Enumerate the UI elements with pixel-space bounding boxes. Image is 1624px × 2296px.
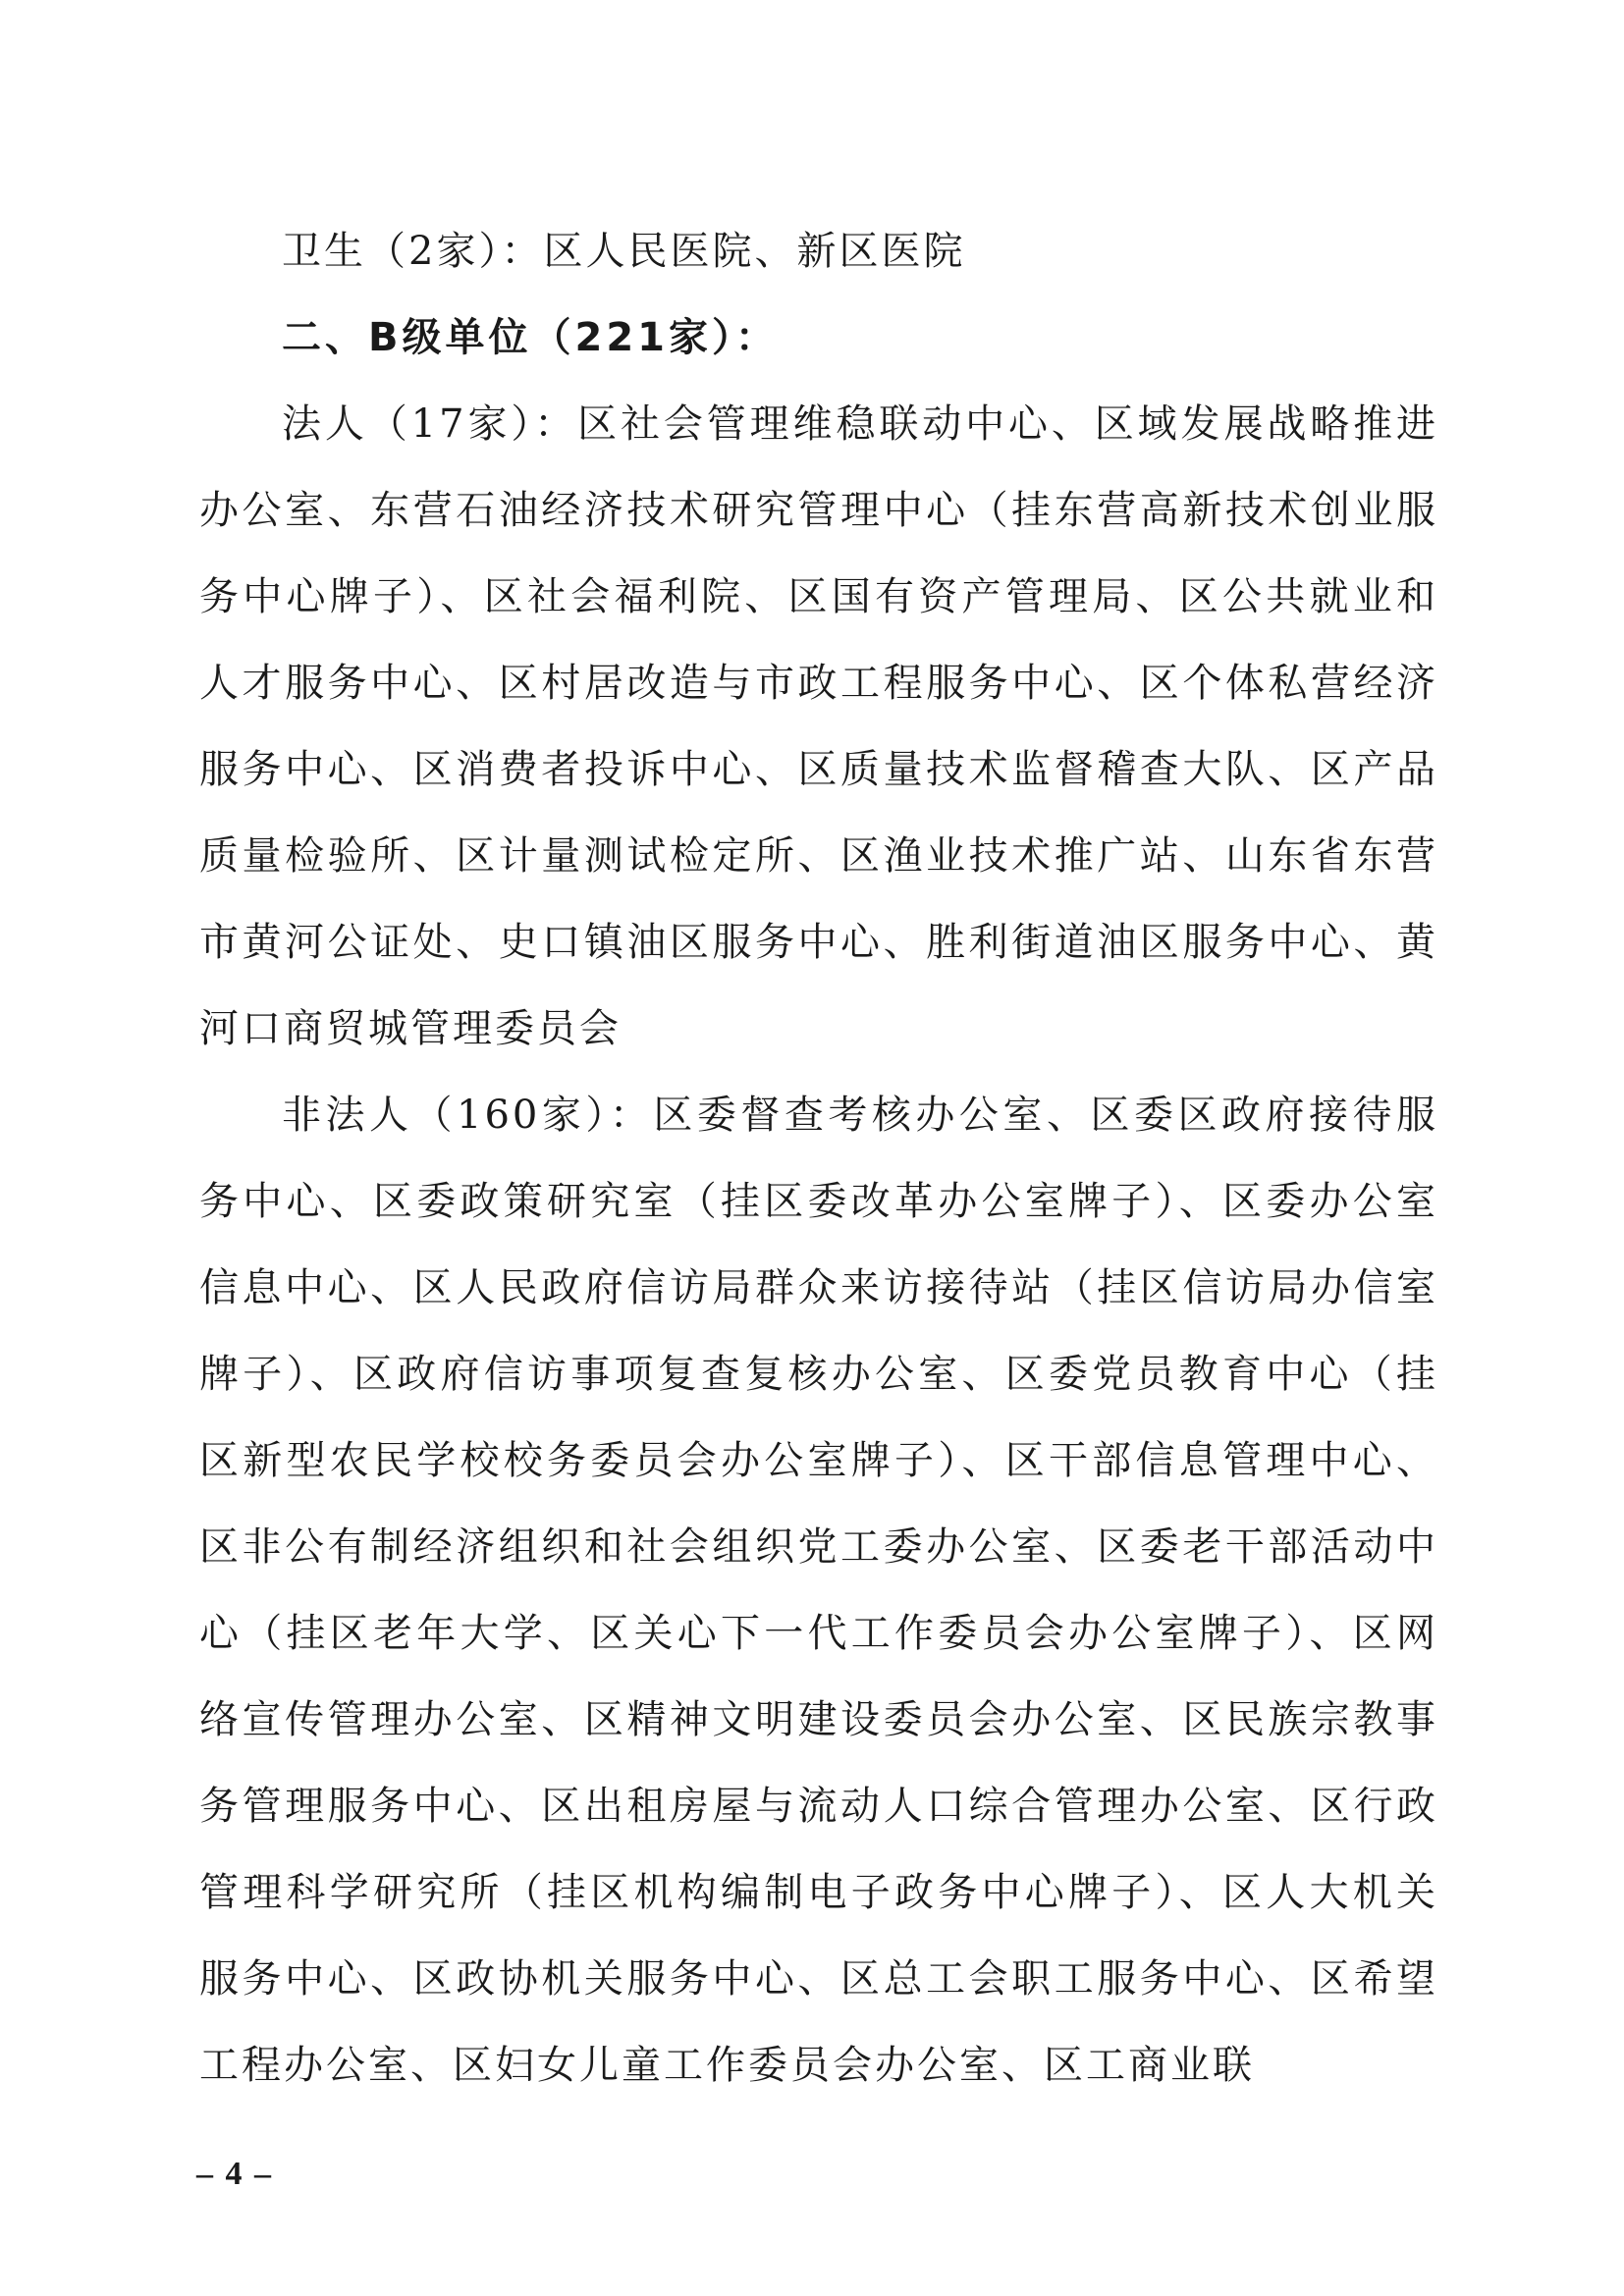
document-body [199, 208, 1438, 2109]
paragraph-legal-entities: 法人（17家）：区社会管理维稳联动中心、区域发展战略推进办公室、东营石油经济技术研究管理中心（挂东营高新技术创业服务中心牌子）、区社会福利院、区国有资产管理局、区公共就业和人才服务中心、区村居改造与市政工程服务中心、区个体私营经济服务中心、区消费者投诉中心、区质量技术监督稽查大队、区产品质量检验所、区计量测试检定所、区渔业技术推广站、山东省东营市黄河公证处、史口镇油区服务中心、胜利街道油区服务中心、黄河口商贸城管理委员会 [199, 401, 1438, 1051]
paragraph-non-legal-entities: 非法人（160家）：区委督查考核办公室、区委区政府接待服务中心、区委政策研究室（挂区委改革办公室牌子）、区委办公室信息中心、区人民政府信访局群众来访接待站（挂区信访局办信室牌子）、区政府信访事项复查复核办公室、区委党员教育中心（挂区新型农民学校校务委员会办公室牌子）、区干部信息管理中心、区非公有制经济组织和社会组织党工委办公室、区委老干部活动中心（挂区老年大学、区关心下一代工作委员会办公室牌子）、区网络宣传管理办公室、区精神文明建设委员会办公室、区民族宗教事务管理服务中心、区出租房屋与流动人口综合管理办公室、区行政管理科学研究所（挂区机构编制电子政务中心牌子）、区人大机关服务中心、区政协机关服务中心、区总工会职工服务中心、区希望工程办公室、区妇女儿童工作委员会办公室、区工商业联 [199, 1093, 1438, 2088]
paragraph-health: 卫生（2家）：区人民医院、新区医院 [282, 229, 966, 274]
section-heading-b-level: 二、B级单位（221家）： [282, 315, 779, 360]
page-number: – 4 – [196, 2156, 273, 2192]
